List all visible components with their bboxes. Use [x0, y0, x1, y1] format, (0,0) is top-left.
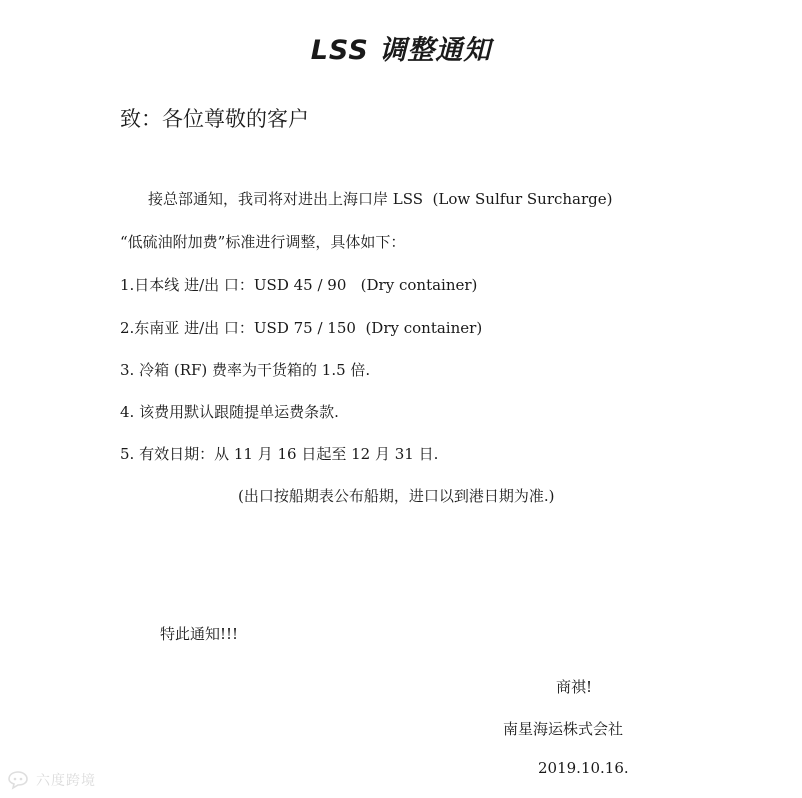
intro-line-2: “低硫油附加费”标准进行调整，具体如下：: [120, 233, 406, 251]
closing-remark: 特此通知!!!: [160, 625, 239, 643]
notice-date: 2019.10.16.: [538, 759, 629, 777]
list-item: 4. 该费用默认跟随提单运费条款.: [120, 403, 339, 421]
company-name: 南星海运株式会社: [503, 720, 624, 738]
salutation: 致：各位尊敬的客户: [120, 107, 309, 131]
schedule-note: (出口按船期表公布船期，进口以到港日期为准.): [238, 487, 555, 505]
watermark: [6, 770, 96, 790]
watermark-text: 六度跨境: [36, 773, 96, 789]
list-item: 5. 有效日期：从 11 月 16 日起至 12 月 31 日.: [120, 445, 439, 463]
intro-line-1: 接总部通知，我司将对进出上海口岸 LSS (Low Sulfur Surcharge): [148, 190, 613, 208]
regards: 商祺!: [556, 678, 593, 696]
list-item: 2.东南亚 进/出 口：USD 75 / 150 (Dry container): [120, 319, 483, 337]
notice-title: LSS 调整通知: [310, 35, 492, 66]
list-item: 1.日本线 进/出 口：USD 45 / 90 (Dry container): [120, 276, 478, 294]
chat-bubble-logo-icon: [6, 770, 32, 790]
list-item: 3. 冷箱 (RF) 费率为干货箱的 1.5 倍.: [120, 361, 371, 379]
